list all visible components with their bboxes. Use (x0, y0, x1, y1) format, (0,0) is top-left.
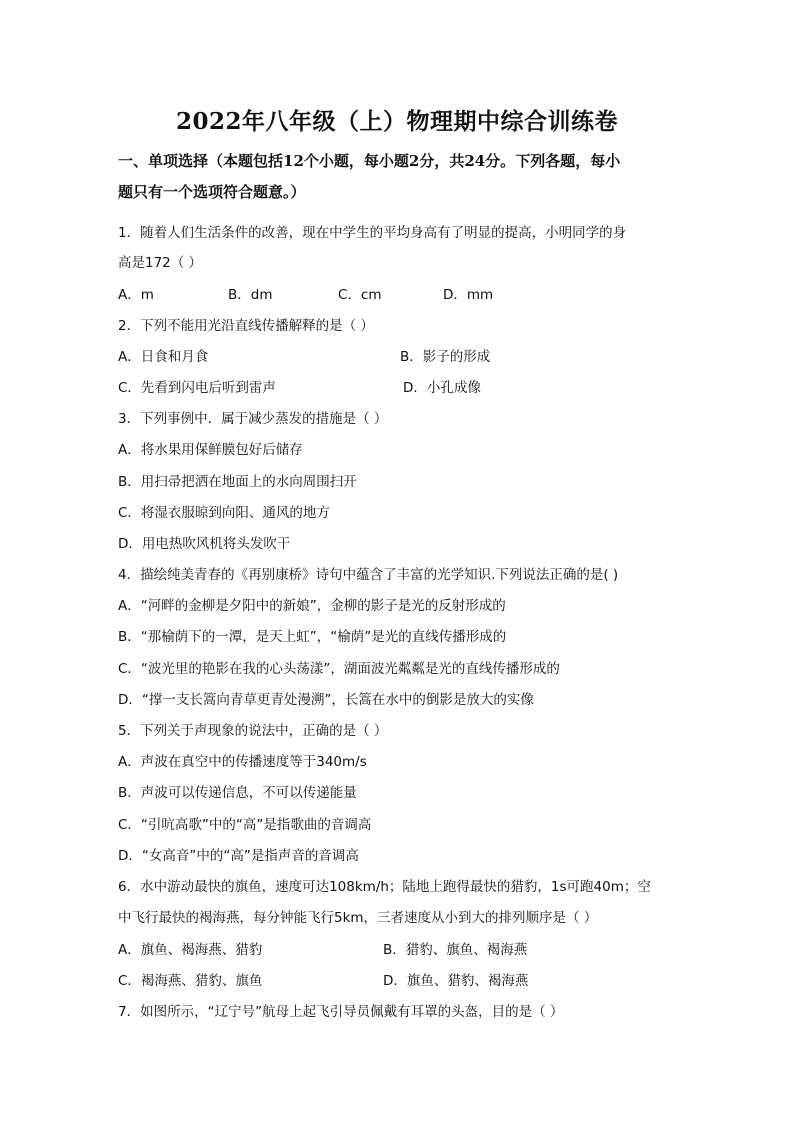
q1-option-c: C．cm (338, 287, 382, 303)
q7-stem: 7．如图所示，“辽宁号”航母上起飞引导员佩戴有耳罩的头盔，目的是（ ） (118, 1004, 564, 1020)
q5-stem: 5．下列关于声现象的说法中，正确的是（ ） (118, 723, 388, 739)
q3-option-c: C．将湿衣服晾到向阳、通风的地方 (118, 505, 330, 521)
q3-option-b: B．用扫帚把洒在地面上的水向周围扫开 (118, 474, 357, 490)
q1-option-a: A．m (118, 287, 154, 303)
q6-stem-line-1: 6．水中游动最快的旗鱼，速度可达108km/h；陆地上跑得最快的猎豹，1s可跑40m；空 (118, 879, 651, 895)
page-title: 2022年八年级（上）物理期中综合训练卷 (175, 108, 618, 135)
q2-option-b: B．影子的形成 (400, 349, 491, 365)
q6-option-c: C．褐海燕、猎豹、旗鱼 (118, 973, 263, 989)
q4-option-b: B．“那榆荫下的一潭，是天上虹”，“榆荫”是光的直线传播形成的 (118, 629, 507, 645)
section-heading-line-1: 一、单项选择（本题包括12个小题，每小题2分，共24分。下列各题，每小 (118, 152, 621, 170)
q2-option-d: D．小孔成像 (403, 380, 481, 396)
q1-option-b: B．dm (228, 287, 273, 303)
q5-option-d: D．“女高音”中的“高”是指声音的音调高 (118, 848, 359, 864)
q3-option-a: A．将水果用保鲜膜包好后储存 (118, 442, 303, 458)
q4-option-d: D．“撑一支长篙向青草更青处漫溯”，长篙在水中的倒影是放大的实像 (118, 692, 534, 708)
q5-option-b: B．声波可以传递信息，不可以传递能量 (118, 785, 357, 801)
q4-option-a: A．“河畔的金柳是夕阳中的新娘”，金柳的影子是光的反射形成的 (118, 598, 506, 614)
q5-option-c: C．“引吭高歌”中的“高”是指歌曲的音调高 (118, 817, 372, 833)
q3-option-d: D．用电热吹风机将头发吹干 (118, 536, 291, 552)
q6-option-b: B．猎豹、旗鱼、褐海燕 (383, 942, 528, 958)
q6-stem-line-2: 中飞行最快的褐海燕，每分钟能飞行5km，三者速度从小到大的排列顺序是（ ） (118, 910, 598, 926)
q4-stem: 4．描绘纯美青春的《再别康桥》诗句中蕴含了丰富的光学知识.下列说法正确的是( ) (118, 567, 619, 583)
q1-stem-line-1: 1．随着人们生活条件的改善，现在中学生的平均身高有了明显的提高，小明同学的身 (118, 225, 627, 241)
q5-option-a: A．声波在真空中的传播速度等于340m/s (118, 754, 367, 770)
q2-option-c: C．先看到闪电后听到雷声 (118, 380, 276, 396)
q4-option-c: C．“波光里的艳影在我的心头荡漾”，湖面波光粼粼是光的直线传播形成的 (118, 661, 560, 677)
q6-option-a: A．旗鱼、褐海燕、猎豹 (118, 942, 263, 958)
q2-option-a: A．日食和月食 (118, 349, 209, 365)
q1-option-d: D．mm (443, 287, 494, 303)
q6-option-d: D．旗鱼、猎豹、褐海燕 (383, 973, 529, 989)
section-heading-line-2: 题只有一个选项符合题意。） (118, 183, 306, 201)
q1-stem-line-2: 高是172（ ） (118, 255, 203, 271)
q2-stem: 2．下列不能用光沿直线传播解释的是（ ） (118, 318, 374, 334)
q3-stem: 3．下列事例中．属于减少蒸发的措施是（ ） (118, 411, 388, 427)
